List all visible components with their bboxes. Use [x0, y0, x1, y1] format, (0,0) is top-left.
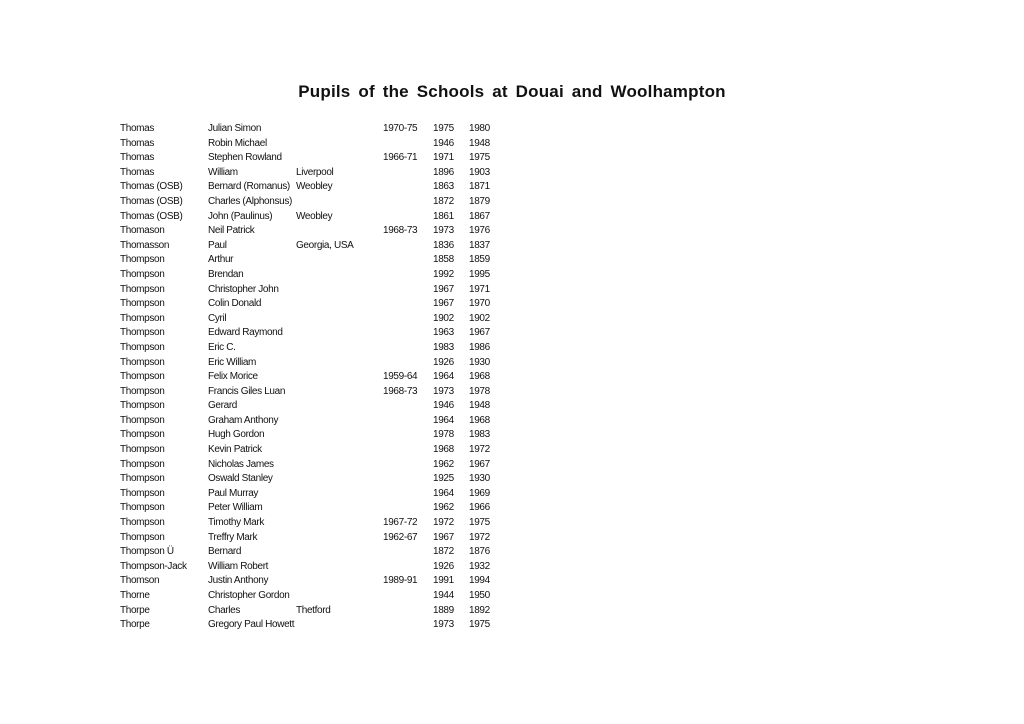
pupil-surname: Thomson: [120, 575, 160, 587]
pupil-place: Weobley: [296, 210, 333, 222]
pupil-surname: Thomas: [120, 123, 155, 134]
pupil-prep-years: 1968-73: [383, 385, 418, 397]
pupil-surname: Thompson: [120, 298, 165, 310]
pupil-prep-years: 1962-67: [383, 531, 418, 543]
pupil-surname: Thomasson: [120, 239, 170, 251]
pupil-forenames: Cyril: [208, 312, 227, 324]
pupil-year-left: 1972: [469, 531, 490, 543]
pupil-prep-years: 1967-72: [383, 517, 418, 529]
page-title: Pupils of the Schools at Douai and Woolhampton: [298, 82, 726, 101]
pupil-year-left: 1948: [469, 400, 490, 412]
pupil-forenames: Eric C.: [208, 341, 236, 353]
pupil-year-left: 1972: [469, 444, 490, 456]
pupil-year-entered: 1962: [433, 458, 454, 470]
pupil-year-left: 1975: [469, 152, 490, 164]
list-item: [120, 589, 520, 604]
pupil-year-left: 1902: [469, 312, 490, 324]
list-item: [120, 122, 520, 137]
list-item: [120, 385, 520, 400]
pupil-year-entered: 1992: [433, 268, 454, 280]
pupil-forenames: Paul Murray: [208, 487, 259, 499]
pupil-forenames: Peter William: [208, 502, 263, 514]
list-item: [120, 297, 520, 312]
pupil-forenames: William Robert: [208, 560, 269, 572]
pupil-year-left: 1975: [469, 517, 490, 529]
pupil-year-left: 1967: [469, 327, 490, 339]
pupil-surname: Thompson: [120, 385, 165, 397]
pupil-year-entered: 1944: [433, 590, 454, 601]
pupil-year-left: 1930: [469, 473, 490, 485]
list-item: [120, 180, 520, 195]
pupil-year-entered: 1872: [433, 546, 454, 558]
pupil-surname: Thompson: [120, 327, 165, 339]
pupil-year-left: 1983: [469, 429, 490, 441]
pupil-year-entered: 1836: [433, 239, 454, 251]
pupil-forenames: Colin Donald: [208, 298, 262, 310]
pupil-forenames: Nicholas James: [208, 458, 274, 470]
pupil-surname: Thompson: [120, 400, 165, 412]
list-item: [120, 501, 520, 516]
list-item: [120, 414, 520, 429]
list-item: [120, 370, 520, 385]
list-item: [120, 137, 520, 152]
pupil-surname: Thompson: [120, 531, 165, 543]
pupil-surname: Thompson: [120, 517, 165, 529]
pupil-surname: Thompson: [120, 473, 165, 485]
pupil-surname: Thompson: [120, 458, 165, 470]
pupil-year-entered: 1861: [433, 210, 454, 222]
pupil-year-entered: 1889: [433, 604, 454, 616]
pupil-year-left: 1871: [469, 181, 490, 193]
pupil-year-left: 1932: [469, 560, 490, 572]
pupil-forenames: Kevin Patrick: [208, 444, 262, 456]
pupil-surname: Thompson-Jack: [120, 560, 187, 572]
pupil-prep-years: 1970-75: [383, 123, 418, 134]
list-item: [120, 472, 520, 487]
pupil-year-entered: 1967: [433, 531, 454, 543]
pupil-forenames: Neil Patrick: [208, 225, 255, 237]
list-item: [120, 195, 520, 210]
pupil-year-entered: 1946: [433, 137, 454, 149]
pupil-forenames: John (Paulinus): [208, 210, 273, 222]
pupil-year-left: 1975: [469, 619, 490, 631]
list-item: [120, 326, 520, 341]
pupil-forenames: Arthur: [208, 254, 234, 266]
list-item: [120, 268, 520, 283]
pupil-surname: Thompson Ü: [120, 546, 174, 558]
pupil-year-left: 1966: [469, 502, 490, 514]
list-item: [120, 516, 520, 531]
list-item: [120, 399, 520, 414]
pupil-surname: Thompson: [120, 268, 165, 280]
pupil-year-entered: 1972: [433, 517, 454, 529]
pupil-year-left: 1950: [469, 590, 490, 601]
list-item: [120, 283, 520, 298]
pupil-year-left: 1980: [469, 123, 490, 134]
list-item: [120, 224, 520, 239]
pupil-year-entered: 1964: [433, 487, 454, 499]
pupil-year-left: 1976: [469, 225, 490, 237]
pupil-surname: Thorpe: [120, 619, 150, 631]
pupil-surname: Thompson: [120, 414, 165, 426]
pupil-year-left: 1879: [469, 195, 490, 207]
pupil-surname: Thompson: [120, 487, 165, 499]
pupil-surname: Thomas: [120, 152, 155, 164]
list-item: [120, 443, 520, 458]
pupil-year-entered: 1968: [433, 444, 454, 456]
pupil-forenames: Christopher John: [208, 283, 279, 295]
list-item: [120, 341, 520, 356]
pupil-year-left: 1948: [469, 137, 490, 149]
list-item: [120, 458, 520, 473]
pupil-year-entered: 1902: [433, 312, 454, 324]
list-item: [120, 531, 520, 546]
pupil-year-entered: 1962: [433, 502, 454, 514]
pupil-year-left: 1971: [469, 283, 490, 295]
list-item: [120, 356, 520, 371]
pupil-prep-years: 1968-73: [383, 225, 418, 237]
pupil-year-entered: 1991: [433, 575, 454, 587]
list-item: [120, 312, 520, 327]
pupil-surname: Thorpe: [120, 604, 150, 616]
pupil-forenames: Eric William: [208, 356, 257, 368]
pupil-forenames: Stephen Rowland: [208, 152, 282, 164]
pupil-year-entered: 1872: [433, 195, 454, 207]
pupil-surname: Thompson: [120, 371, 165, 383]
pupil-year-left: 1892: [469, 604, 490, 616]
pupil-year-left: 1876: [469, 546, 490, 558]
pupil-year-entered: 1964: [433, 371, 454, 383]
pupil-year-entered: 1975: [433, 123, 454, 134]
pupil-prep-years: 1989-91: [383, 575, 418, 587]
pupil-list: [120, 122, 520, 633]
pupil-surname: Thomas (OSB): [120, 195, 183, 207]
pupil-surname: Thomas: [120, 166, 155, 178]
pupil-year-entered: 1946: [433, 400, 454, 412]
list-item: [120, 545, 520, 560]
pupil-year-left: 1859: [469, 254, 490, 266]
pupil-year-entered: 1963: [433, 327, 454, 339]
pupil-year-left: 1970: [469, 298, 490, 310]
pupil-surname: Thompson: [120, 341, 165, 353]
pupil-forenames: Charles: [208, 604, 241, 616]
pupil-year-entered: 1926: [433, 560, 454, 572]
pupil-year-left: 1867: [469, 210, 490, 222]
pupil-forenames: Paul: [208, 239, 227, 251]
pupil-year-left: 1968: [469, 371, 490, 383]
pupil-forenames: Bernard: [208, 546, 242, 558]
pupil-prep-years: 1959-64: [383, 371, 418, 383]
list-item: [120, 560, 520, 575]
pupil-year-entered: 1896: [433, 166, 454, 178]
pupil-year-left: 1968: [469, 414, 490, 426]
pupil-year-left: 1978: [469, 385, 490, 397]
pupil-forenames: Brendan: [208, 268, 244, 280]
pupil-year-entered: 1973: [433, 619, 454, 631]
pupil-year-entered: 1858: [433, 254, 454, 266]
pupil-year-left: 1986: [469, 341, 490, 353]
pupil-forenames: Christopher Gordon: [208, 590, 290, 601]
pupil-surname: Thomas (OSB): [120, 181, 183, 193]
pupil-forenames: Edward Raymond: [208, 327, 283, 339]
pupil-forenames: Felix Morice: [208, 371, 258, 383]
pupil-year-entered: 1967: [433, 283, 454, 295]
list-item: [120, 604, 520, 619]
pupil-year-left: 1967: [469, 458, 490, 470]
pupil-year-entered: 1863: [433, 181, 454, 193]
pupil-forenames: Gregory Paul Howett: [208, 619, 295, 631]
pupil-forenames: Bernard (Romanus): [208, 181, 290, 193]
pupil-forenames: Justin Anthony: [208, 575, 269, 587]
pupil-surname: Thompson: [120, 444, 165, 456]
pupil-year-entered: 1971: [433, 152, 454, 164]
pupil-forenames: Gerard: [208, 400, 238, 412]
pupil-place: Weobley: [296, 181, 333, 193]
pupil-forenames: Treffry Mark: [208, 531, 258, 543]
pupil-place: Liverpool: [296, 166, 334, 178]
pupil-forenames: Charles (Alphonsus): [208, 195, 292, 207]
list-item: [120, 253, 520, 268]
pupil-year-left: 1969: [469, 487, 490, 499]
list-item: [120, 151, 520, 166]
pupil-surname: Thompson: [120, 502, 165, 514]
pupil-year-entered: 1967: [433, 298, 454, 310]
pupil-year-entered: 1926: [433, 356, 454, 368]
pupil-year-entered: 1978: [433, 429, 454, 441]
pupil-year-left: 1903: [469, 166, 490, 178]
pupil-prep-years: 1966-71: [383, 152, 418, 164]
list-item: [120, 166, 520, 181]
pupil-year-entered: 1973: [433, 385, 454, 397]
pupil-year-left: 1994: [469, 575, 490, 587]
pupil-forenames: William: [208, 166, 238, 178]
pupil-forenames: Robin Michael: [208, 137, 267, 149]
pupil-year-left: 1995: [469, 268, 490, 280]
list-item: [120, 618, 520, 633]
pupil-year-entered: 1983: [433, 341, 454, 353]
pupil-year-left: 1837: [469, 239, 490, 251]
list-item: [120, 574, 520, 589]
pupil-place: Georgia, USA: [296, 239, 354, 251]
list-item: [120, 487, 520, 502]
list-item: [120, 428, 520, 443]
pupil-year-left: 1930: [469, 356, 490, 368]
list-item: [120, 239, 520, 254]
pupil-forenames: Graham Anthony: [208, 414, 279, 426]
pupil-surname: Thomas: [120, 137, 155, 149]
list-item: [120, 210, 520, 225]
pupil-year-entered: 1964: [433, 414, 454, 426]
pupil-year-entered: 1973: [433, 225, 454, 237]
pupil-surname: Thompson: [120, 283, 165, 295]
pupil-forenames: Hugh Gordon: [208, 429, 265, 441]
pupil-year-entered: 1925: [433, 473, 454, 485]
pupil-forenames: Timothy Mark: [208, 517, 264, 529]
pupil-forenames: Oswald Stanley: [208, 473, 273, 485]
pupil-forenames: Julian Simon: [208, 123, 262, 134]
pupil-surname: Thomas (OSB): [120, 210, 183, 222]
pupil-surname: Thompson: [120, 254, 165, 266]
pupil-surname: Thomason: [120, 225, 165, 237]
pupil-forenames: Francis Giles Luan: [208, 385, 286, 397]
pupil-surname: Thompson: [120, 312, 165, 324]
pupil-surname: Thompson: [120, 356, 165, 368]
pupil-surname: Thompson: [120, 429, 165, 441]
pupil-place: Thetford: [296, 604, 331, 616]
pupil-surname: Thorne: [120, 590, 150, 601]
